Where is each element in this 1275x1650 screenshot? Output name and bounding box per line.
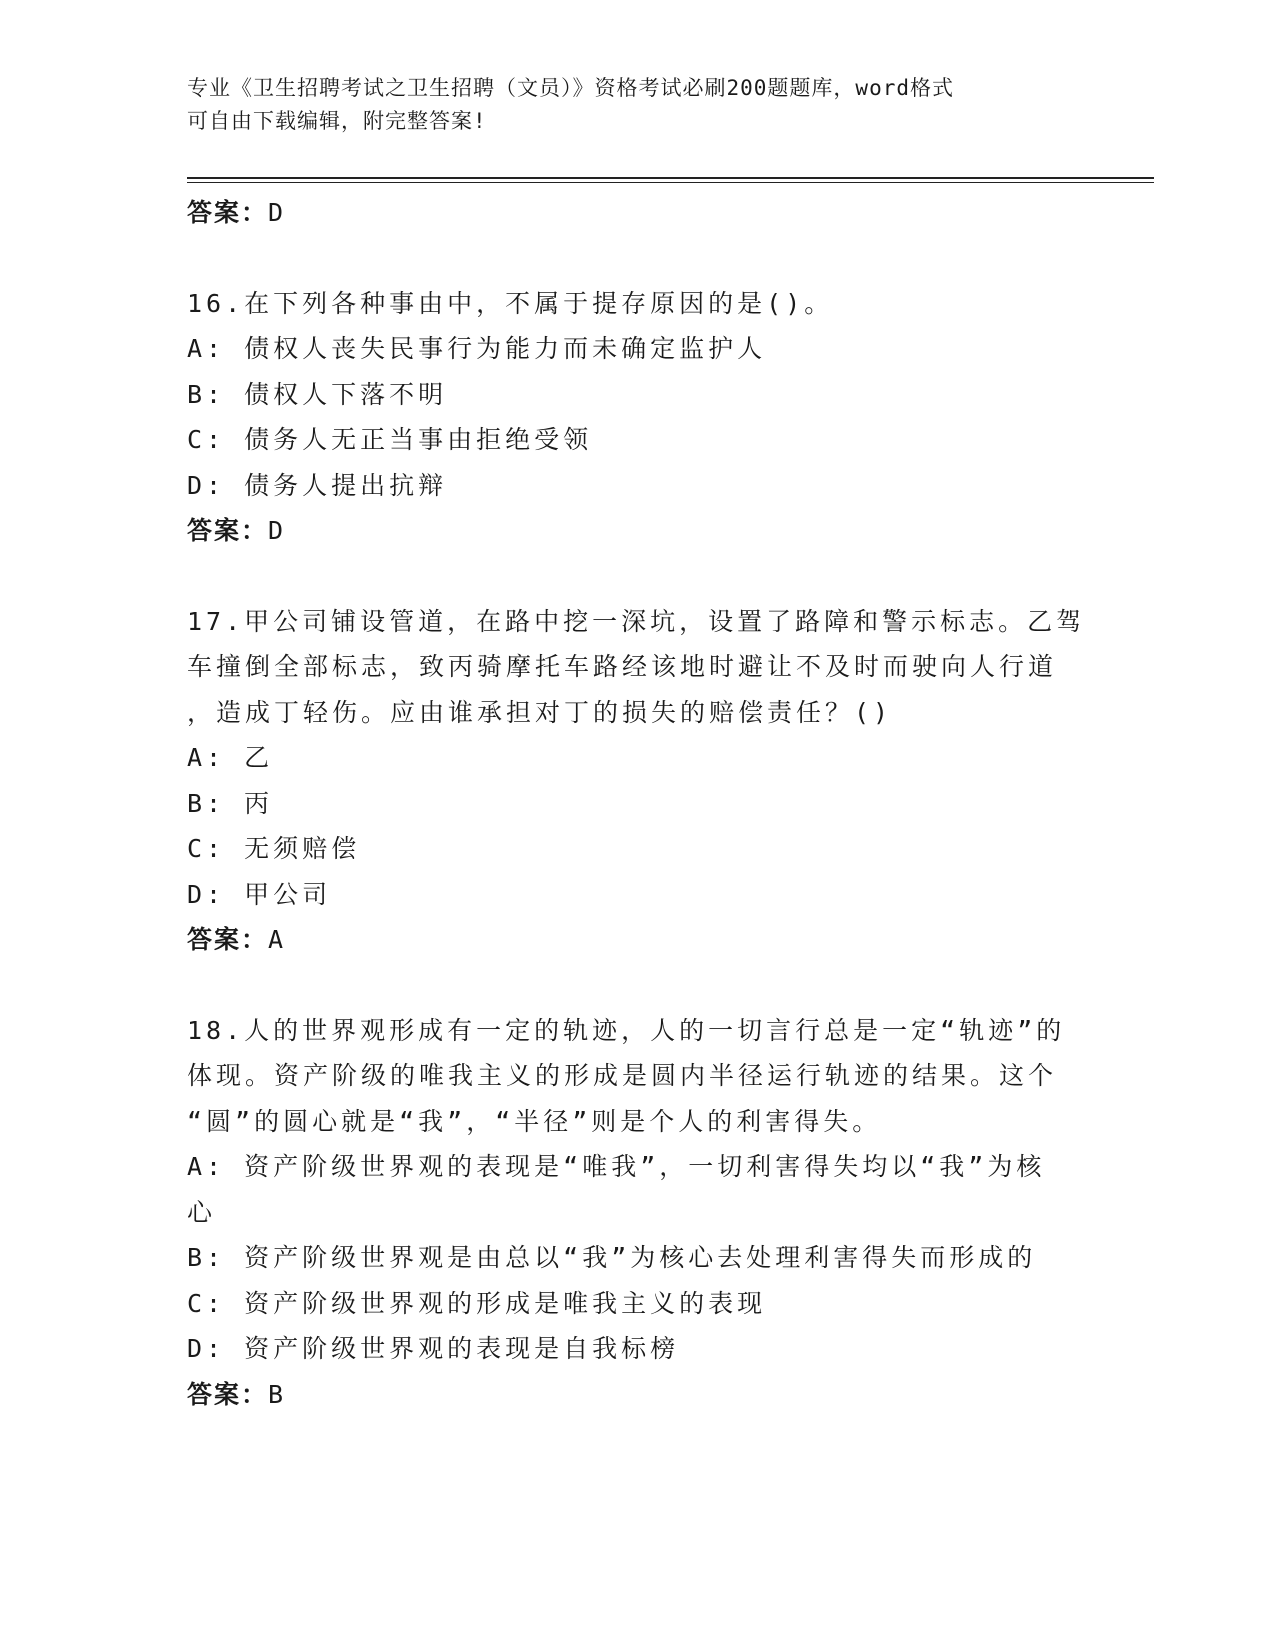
option-c: C: 债务人无正当事由拒绝受领	[187, 425, 593, 454]
question-stem-line: 18.人的世界观形成有一定的轨迹，人的一切言行总是一定“轨迹”的	[187, 1015, 1066, 1045]
option-c: C: 资产阶级世界观的形成是唯我主义的表现	[187, 1288, 767, 1318]
header-divider-thick	[187, 177, 1154, 179]
answer-value: B	[268, 1379, 286, 1409]
answer-line	[187, 917, 1087, 963]
option-a: A: 资产阶级世界观的表现是“唯我”，一切利害得失均以“我”为核	[187, 1152, 1046, 1181]
answer-label: 答案：	[187, 925, 269, 954]
answer-line	[187, 508, 1087, 554]
answer-label: 答案：	[187, 1379, 269, 1409]
question-stem-line: ，造成丁轻伤。应由谁承担对丁的损失的赔偿责任？()	[187, 697, 893, 727]
question-list	[187, 190, 1087, 1417]
option-b: B: 丙	[187, 788, 274, 818]
question-16	[187, 281, 1087, 554]
answer-line	[187, 1372, 1087, 1418]
answer-value: D	[268, 516, 286, 545]
header-line-2: 可自由下载编辑，附完整答案!	[187, 109, 487, 133]
option-d: D: 债务人提出抗辩	[187, 470, 448, 500]
question-18	[187, 1008, 1087, 1418]
option-b: B: 资产阶级世界观是由总以“我”为核心去处理利害得失而形成的	[187, 1243, 1037, 1272]
previous-answer	[187, 190, 1087, 236]
question-stem-line: 体现。资产阶级的唯我主义的形成是圆内半径运行轨迹的结果。这个	[187, 1061, 1058, 1090]
question-stem-line: 16.在下列各种事由中，不属于提存原因的是()。	[187, 288, 834, 318]
option-d: D: 甲公司	[187, 879, 332, 909]
answer-value: D	[268, 198, 286, 227]
option-d: D: 资产阶级世界观的表现是自我标榜	[187, 1334, 680, 1363]
answer-label: 答案：	[187, 516, 269, 545]
answer-value: A	[268, 925, 286, 954]
document-header	[187, 72, 1087, 138]
question-stem-line: “圆”的圆心就是“我”，“半径”则是个人的利害得失。	[187, 1106, 882, 1136]
option-b: B: 债权人下落不明	[187, 379, 448, 409]
option-c: C: 无须赔偿	[187, 834, 361, 863]
question-stem-line: 17.甲公司铺设管道，在路中挖一深坑，设置了路障和警示标志。乙驾	[187, 606, 1086, 636]
question-stem-line: 车撞倒全部标志，致丙骑摩托车路经该地时避让不及时而驶向人行道	[187, 652, 1058, 681]
option-a: A: 债权人丧失民事行为能力而未确定监护人	[187, 334, 767, 363]
question-17	[187, 599, 1087, 963]
answer-label: 答案：	[187, 198, 269, 227]
option-a-continued: 心	[187, 1197, 217, 1227]
header-divider-thin	[187, 182, 1154, 183]
option-a: A: 乙	[187, 743, 274, 772]
header-line-1: 专业《卫生招聘考试之卫生招聘（文员）》资格考试必刷200题题库，word格式	[187, 76, 954, 100]
